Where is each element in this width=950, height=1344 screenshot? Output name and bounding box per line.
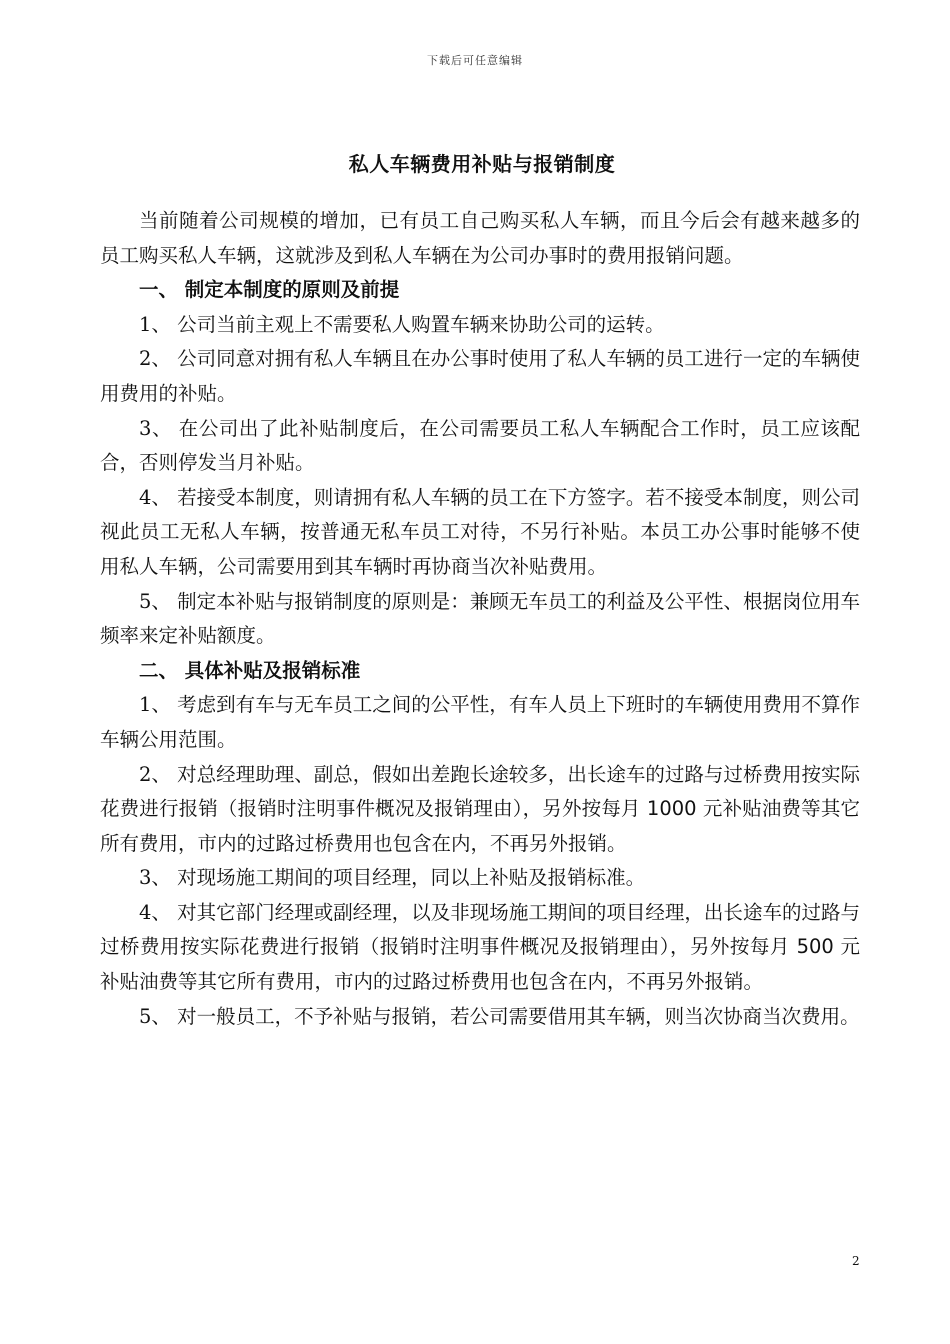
list-item xyxy=(100,758,860,862)
item-text: 公司同意对拥有私人车辆且在办公事时使用了私人车辆的员工进行一定的车辆使用费用的补贴。 xyxy=(100,347,860,405)
item-text: 若接受本制度，则请拥有私人车辆的员工在下方签字。若不接受本制度，则公司视此员工无私人车辆，按普通无私车员工对待，不另行补贴。本员工办公事时能够不使用私人车辆，公司需要用到其车辆时再协商当次补贴费用。 xyxy=(100,485,860,578)
list-item xyxy=(100,861,860,896)
item-number: 5、 xyxy=(139,589,171,613)
list-item xyxy=(100,688,860,757)
intro-paragraph: 当前随着公司规模的增加，已有员工自己购买私人车辆，而且今后会有越来越多的员工购买私人车辆，这就涉及到私人车辆在为公司办事时的费用报销问题。 xyxy=(100,209,860,267)
section-standards xyxy=(100,654,860,1035)
item-number: 4、 xyxy=(139,900,171,924)
section-heading: 一、 制定本制度的原则及前提 xyxy=(139,278,400,302)
list-item xyxy=(100,308,860,343)
item-number: 3、 xyxy=(139,416,173,440)
item-text: 在公司出了此补贴制度后，在公司需要员工私人车辆配合工作时，员工应该配合，否则停发当月补贴。 xyxy=(100,416,860,475)
item-text: 对一般员工，不予补贴与报销，若公司需要借用其车辆，则当次协商当次费用。 xyxy=(177,1004,860,1028)
list-item xyxy=(100,896,860,1000)
item-number: 4、 xyxy=(139,485,171,509)
page-number: 2 xyxy=(852,1254,860,1268)
list-item xyxy=(100,585,860,654)
item-number: 2、 xyxy=(139,347,171,371)
item-text: 考虑到有车与无车员工之间的公平性，有车人员上下班时的车辆使用费用不算作车辆公用范围。 xyxy=(100,693,860,751)
list-item xyxy=(100,1000,860,1035)
list-item xyxy=(100,481,860,585)
header-note: 下载后可任意编辑 xyxy=(427,54,523,67)
document-body xyxy=(100,204,860,1034)
item-text: 对总经理助理、副总，假如出差跑长途较多，出长途车的过路与过桥费用按实际花费进行报销（报销时注明事件概况及报销理由），另外按每月 1000 元补贴油费等其它所有费用，市内的过路过桥费用也包含在内，不再另外报销。 xyxy=(100,762,860,855)
item-number: 2、 xyxy=(139,762,171,786)
list-item xyxy=(100,342,860,411)
list-item xyxy=(100,412,860,481)
section-principles xyxy=(100,273,860,654)
item-number: 1、 xyxy=(139,312,171,336)
section-heading: 二、 具体补贴及报销标准 xyxy=(139,658,361,682)
document-title: 私人车辆费用补贴与报销制度 xyxy=(348,152,616,176)
item-text: 公司当前主观上不需要私人购置车辆来协助公司的运转。 xyxy=(177,312,665,336)
item-text: 对其它部门经理或副经理，以及非现场施工期间的项目经理，出长途车的过路与过桥费用按实际花费进行报销（报销时注明事件概况及报销理由），另外按每月 500 元补贴油费等其它所有费用，市内的过路过桥费用也包含在内，不再另外报销。 xyxy=(100,900,860,994)
item-number: 3、 xyxy=(139,866,171,890)
item-text: 制定本补贴与报销制度的原则是：兼顾无车员工的利益及公平性、根据岗位用车频率来定补贴额度。 xyxy=(100,589,860,648)
item-number: 1、 xyxy=(139,693,171,717)
item-text: 对现场施工期间的项目经理，同以上补贴及报销标准。 xyxy=(177,866,646,890)
item-number: 5、 xyxy=(139,1004,171,1028)
